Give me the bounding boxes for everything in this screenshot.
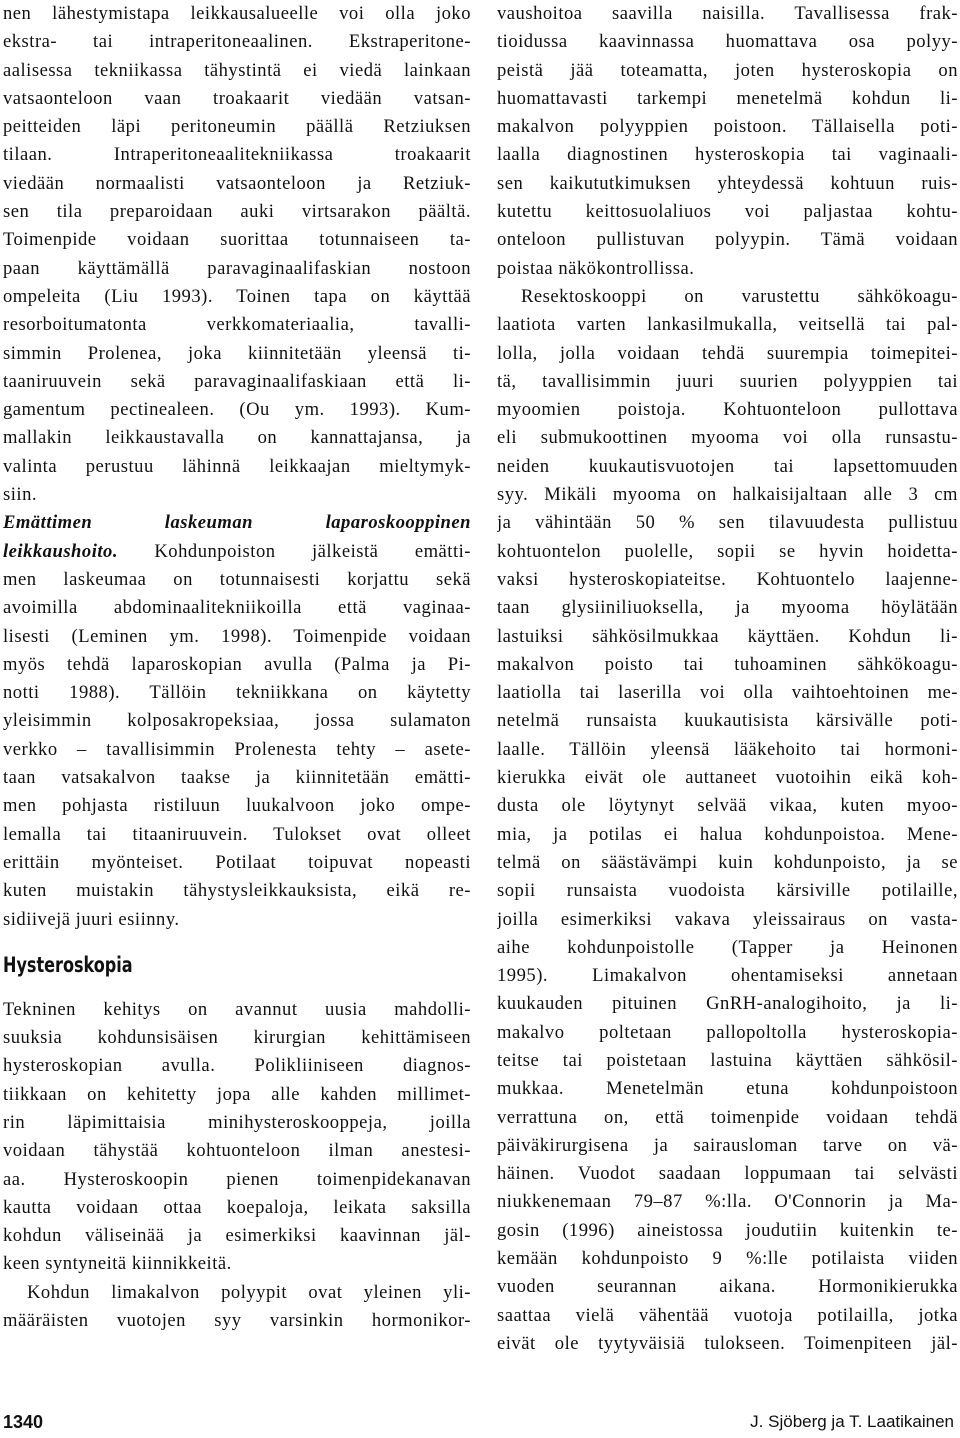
text-line: netelmä runsaista kuukautisista kärsivälle poti-	[497, 710, 958, 732]
text-line: vuoden seurannan aikana. Hormonikierukka	[497, 1276, 958, 1298]
text-line: kierukka eivät ole auttaneet vuotoihin eikä koh-	[497, 767, 958, 789]
text-line: Resektoskooppi on varustettu sähkökoagu-	[521, 285, 958, 307]
text-line: peistä jää toteamatta, joten hysteroskopia on	[497, 59, 958, 81]
text-line: lisesti (Leminen ym. 1998). Toimenpide voidaan	[3, 625, 471, 647]
text-line: kuten muistakin tähystysleikkauksista, eikä re-	[3, 880, 471, 902]
text-line: laalla diagnostinen hysteroskopia tai vaginaali-	[497, 144, 958, 166]
text-line: neiden kuukautisvuotojen tai lapsettomuuden	[497, 455, 958, 477]
text-fragment: Kohdunpoiston jälkeistä emätti-	[117, 540, 471, 562]
text-line: siin.	[3, 484, 38, 506]
text-line: suuksia kohdunsisäisen kirurgian kehittämiseen	[3, 1027, 471, 1049]
text-line: men laskeumaa on totunnaisesti korjattu sekä	[3, 568, 471, 590]
text-line: voidaan tähystää kohtuonteloon ilman anestesi-	[3, 1140, 471, 1162]
text-line: niukkenemaan 79–87 %:lla. O'Connorin ja Ma-	[497, 1191, 958, 1213]
text-line: aalisessa tekniikassa tähystintä ei viedä lainkaan	[3, 59, 471, 81]
section-subheading: Emättimen laskeuman laparoskooppinen	[3, 512, 471, 534]
text-line: valinta perustuu lähinnä leikkaajan mieltymyk-	[3, 455, 471, 477]
text-line: kohdun väliseinää ja esimerkiksi kaavinnan jäl-	[3, 1225, 471, 1247]
text-line: sopii runsaista vuodoista kärsiville potilaille,	[497, 880, 958, 902]
text-line: lemalla tai titaaniruuvein. Tulokset ovat olleet	[3, 823, 471, 845]
text-line: sidiivejä juuri esiinny.	[3, 908, 180, 930]
text-line: lastuiksi sähkösilmukkaa käyttäen. Kohdun li-	[497, 625, 958, 647]
text-line: makalvon poisto tai tuhoaminen sähkökoagu-	[497, 653, 958, 675]
section-heading: Hysteroskopia	[3, 952, 133, 977]
text-line: sen kaikututkimuksen yhteydessä kohtuun ruis-	[497, 172, 958, 194]
text-line: viedään normaalisti vatsaonteloon ja Retziuk-	[3, 172, 471, 194]
text-line: laatiota varten lankasilmukalla, veitsellä tai pal-	[497, 314, 958, 336]
text-line: Toimenpide voidaan suorittaa totunnaiseen ta-	[3, 229, 471, 251]
text-line: makalvon polyyppien poistoon. Tällaisella poti-	[497, 116, 958, 138]
text-line: teitse tai poistetaan lastuina käyttäen sähkösil-	[497, 1049, 958, 1071]
text-line: myös tehdä laparoskopian avulla (Palma ja Pi-	[3, 653, 471, 675]
text-line: poistaa näkökontrollissa.	[497, 257, 695, 279]
text-line: simmin Prolenea, joka kiinnitetään yleensä ti-	[3, 342, 471, 364]
text-line: rin läpimittaisia minihysteroskooppeja, joilla	[3, 1111, 471, 1133]
text-line: ja vähintään 50 % sen tilavuudesta pullistuu	[497, 512, 958, 534]
text-line: eivät ole tyytyväisiä tulokseen. Toimenpiteen jäl-	[497, 1332, 958, 1354]
section-subheading-end: leikkaushoito.	[3, 540, 118, 562]
text-line: peitteiden läpi peritoneumin päällä Retziuksen	[3, 116, 471, 138]
text-line: paan käyttämällä paravaginaalifaskian nostoon	[3, 257, 471, 279]
text-line: mallakin leikkaustavalla on kannattajansa, ja	[3, 427, 471, 449]
text-line: päiväkirurgisena ja sairausloman tarve on vä-	[497, 1134, 958, 1156]
left-column	[3, 0, 471, 1335]
text-line: mukkaa. Menetelmän etuna kohdunpoistoon	[497, 1078, 958, 1100]
text-line: men pohjasta ristiluun luukalvoon joko ompe-	[3, 795, 471, 817]
text-line: tilaan. Intraperitoneaalitekniikassa troakaarit	[3, 144, 471, 166]
text-line: verkko – tavallisimmin Prolenesta tehty – asete-	[3, 738, 471, 760]
text-line: kemään kohdunpoisto 9 %:lle potilaista viiden	[497, 1248, 958, 1270]
text-line: notti 1988). Tällöin tekniikkana on käytetty	[3, 682, 471, 704]
text-line: määräisten vuotojen syy varsinkin hormonikor-	[3, 1310, 471, 1332]
page-number: 1340	[3, 1412, 44, 1432]
text-line: kautta voidaan ottaa koepaloja, leikata saksilla	[3, 1196, 471, 1218]
text-line: avoimilla abdominaalitekniikoilla että vaginaa-	[3, 597, 471, 619]
text-line: gosin (1996) aineistossa joudutiin kuitenkin te-	[497, 1219, 958, 1241]
text-line: joilla esimerkiksi vakava yleissairaus on vasta-	[497, 908, 958, 930]
text-line: telmä on säästävämpi kuin kohdunpoisto, ja se	[497, 851, 958, 873]
text-line: hysteroskopian avulla. Polikliiniseen diagnos-	[3, 1055, 471, 1077]
text-line: keen syntyneitä kiinnikkeitä.	[3, 1253, 232, 1275]
text-line: vaushoitoa saavilla naisilla. Tavallisessa frak-	[497, 3, 958, 24]
text-line: laatiolla tai laserilla voi olla vaihtoehtoinen me-	[497, 682, 958, 704]
text-line: yleisimmin kolposakropeksiaa, jossa sulamaton	[3, 710, 471, 732]
text-line: vaksi hysteroskopiateitse. Kohtuontelo laajenne-	[497, 568, 958, 590]
text-line: 1995). Limakalvon ohentamiseksi annetaan	[497, 965, 958, 987]
text-line: huomattavasti tarkempi menetelmä kohdun li-	[497, 87, 958, 109]
text-line: ekstra- tai intraperitoneaalinen. Ekstraperitone-	[3, 31, 471, 53]
text-line: mia, ja potilas ei halua kohdunpoistoa. Mene-	[497, 823, 958, 845]
text-line: lolla, jolla voidaan tehdä suurempia toimepitei-	[497, 342, 958, 364]
text-line: verrattuna on, että toimenpide voidaan tehdä	[497, 1106, 958, 1128]
text-line: sen tila preparoidaan auki virtsarakon päältä.	[3, 201, 471, 223]
text-line: Kohdun limakalvon polyypit ovat yleinen yli-	[27, 1281, 471, 1303]
text-line: myoomien poistoja. Kohtuonteloon pullottava	[497, 399, 958, 421]
text-line: vatsaonteloon vaan troakaarit viedään vatsan-	[3, 87, 471, 109]
text-line: laalle. Tällöin yleensä lääkehoito tai hormoni-	[497, 738, 958, 760]
text-line: erittäin myönteiset. Potilaat toipuvat nopeasti	[3, 851, 471, 873]
text-line: nen lähestymistapa leikkausalueelle voi olla joko	[3, 3, 471, 24]
text-line: tioidussa kaavinnassa huomattava osa polyy-	[497, 31, 958, 53]
text-line: onteloon pullistuvan polyypin. Tämä voidaan	[497, 229, 958, 251]
text-line: tä, tavallisimmin juuri suurien polyyppien tai	[497, 370, 958, 392]
text-line: kutettu keittosuolaliuos voi paljastaa kohtu-	[497, 201, 958, 223]
text-line: gamentum pectinealeen. (Ou ym. 1993). Kum-	[3, 399, 471, 421]
text-line: makalvo poltetaan pallopoltolla hysteroskopia-	[497, 1021, 958, 1043]
text-line: taaniruuvein sekä paravaginaalifaskiaan että li-	[3, 370, 471, 392]
text-line: kohtuontelon puolelle, sopii se hyvin hoidetta-	[497, 540, 958, 562]
text-line: dusta ole löytynyt selvää vikaa, kuten myoo-	[497, 795, 958, 817]
text-line: saattaa vielä vähentää vuotoja potilailla, jotka	[497, 1304, 958, 1326]
text-line: eli submukoottinen myooma voi olla runsastu-	[497, 427, 958, 449]
text-line: taan vatsakalvon taakse ja kiinnitetään emätti-	[3, 767, 471, 789]
text-line: ompeleita (Liu 1993). Toinen tapa on käyttää	[3, 285, 471, 307]
text-line: aihe kohdunpoistolle (Tapper ja Heinonen	[497, 936, 958, 958]
text-line: aa. Hysteroskoopin pienen toimenpidekanavan	[3, 1168, 471, 1190]
running-footer-authors: J. Sjöberg ja T. Laatikainen	[750, 1412, 954, 1431]
text-line: syy. Mikäli myooma on halkaisijaltaan alle 3 cm	[497, 484, 958, 506]
right-column	[497, 0, 958, 1358]
text-line: Tekninen kehitys on avannut uusia mahdolli-	[3, 998, 471, 1020]
text-line: resorboitumatonta verkkomateriaalia, tavalli-	[3, 314, 471, 336]
text-line: tiikkaan on kehitetty jopa alle kahden millimet-	[3, 1083, 471, 1105]
text-line	[3, 538, 471, 566]
text-line: kuukauden pituinen GnRH-analogihoito, ja li-	[497, 993, 958, 1015]
text-line: taan glysiiniliuoksella, ja myooma höylätään	[497, 597, 958, 619]
text-line: häinen. Vuodot saadaan loppumaan tai selvästi	[497, 1163, 958, 1185]
